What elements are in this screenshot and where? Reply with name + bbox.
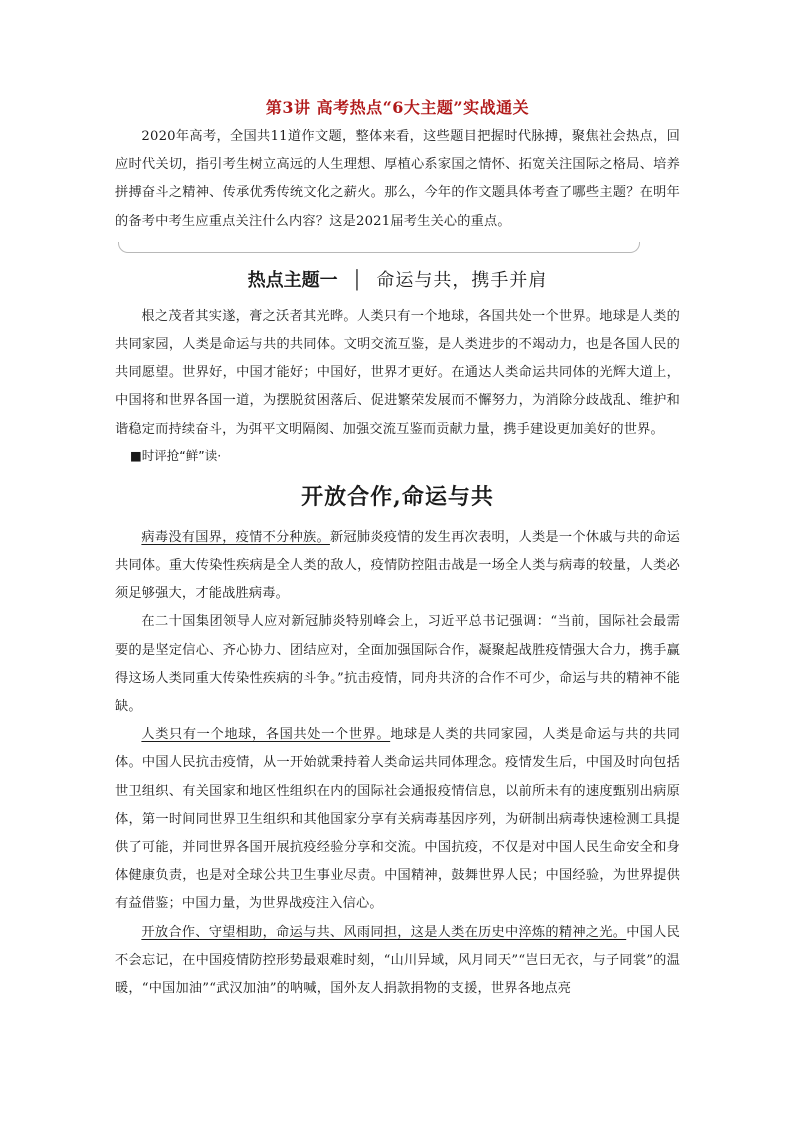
underlined-sentence: 开放合作、守望相助，命运与共、风雨同担，这是人类在历史中淬炼的精神之光。: [141, 924, 627, 940]
theme-separator: │: [351, 269, 363, 291]
article-title: 开放合作,命运与共: [301, 483, 494, 510]
underlined-sentence: 病毒没有国界，疫情不分种族。: [141, 529, 330, 545]
paragraph-text: 中国人民不会忘记，在中国疫情防控形势最艰难时刻，“山川异域，风月同天”“岂曰无衣，与子同裳”的温暖，“中国加油”“武汉加油”的呐喊，国外友人捐款捐物的支援，世界各地点亮: [115, 924, 680, 997]
theme-number: 热点主题一: [247, 269, 338, 291]
underlined-sentence: 人类只有一个地球，各国共处一个世界。: [141, 727, 391, 743]
intro-paragraph: 2020年高考，全国共11道作文题，整体来看，这些题目把握时代脉搏，聚焦社会热点，回应时代关切，指引考生树立高远的人生理想、厚植心系家国之情怀、拓宽关注国际之格局、培养拼搏奋斗之精神、传承优秀传统文化之薪火。那么，今年的作文题具体考查了哪些主题？在明年的备考中考生应重点关注什么内容？这是2021届考生关心的重点。: [115, 129, 680, 229]
theme-heading: [115, 267, 680, 295]
article-paragraph-2: 在二十国集团领导人应对新冠肺炎特别峰会上，习近平总书记强调：“当前，国际社会最需要的是坚定信心、齐心协力、团结应对，全面加强国际合作，凝聚起战胜疫情强大合力，携手赢得这场人类同重大传染性疾病的斗争。”抗击疫情，同舟共济的合作不可少，命运与共的精神不能缺。: [115, 614, 680, 715]
section-divider: [118, 242, 640, 253]
paragraph-text: 新冠肺炎疫情的发生再次表明，人类是一个休戚与共的命运共同体。重大传染性疾病是全人类的敌人，疫情防控阻击战是一场全人类与病毒的较量，人类必须足够强大，才能战胜病毒。: [115, 529, 680, 602]
article-paragraph-3: [115, 721, 680, 918]
theme-paragraph: 根之茂者其实遂，膏之沃者其光晔。人类只有一个地球，各国共处一个世界。地球是人类的共同家园，人类是命运与共的共同体。文明交流互鉴，是人类进步的不竭动力，也是各国人民的共同愿望。世界好，中国才能好；中国好，世界才更好。在通达人类命运共同体的光辉大道上，中国将和世界各国一道，为摆脱贫困落后、促进繁荣发展而不懈努力，为消除分歧战乱、维护和谐稳定而持续奋斗，为弭平文明隔阂、加强交流互鉴而贡献力量，携手建设更加美好的世界。: [115, 308, 680, 437]
article-paragraph-1: [115, 524, 680, 609]
document-page: [115, 96, 680, 1003]
paragraph-text: 地球是人类的共同家园，人类是命运与共的共同体。中国人民抗击疫情，从一开始就秉持着人类命运共同体理念。疫情发生后，中国及时向包括世卫组织、有关国家和地区性组织在内的国际社会通报疫情信息，以前所未有的速度甄别出病原体，第一时间同世界卫生组织和其他国家分享有关病毒基因序列，为研制出病毒快速检测工具提供了可能，并同世界各国开展抗疫经验分享和交流。中国抗疫，不仅是对中国人民生命安全和身体健康负责，也是对全球公共卫生事业尽责。中国精神，鼓舞世界人民；中国经验，为世界提供有益借鉴；中国力量，为世界战疫注入信心。: [115, 727, 680, 912]
article-paragraph-4: [115, 919, 680, 1004]
commentary-marker: ■时评抢“鲜”读·: [130, 447, 222, 463]
lecture-title: 第3讲 高考热点“6大主题”实战通关: [265, 98, 530, 117]
theme-topic: 命运与共，携手并肩: [376, 269, 548, 291]
